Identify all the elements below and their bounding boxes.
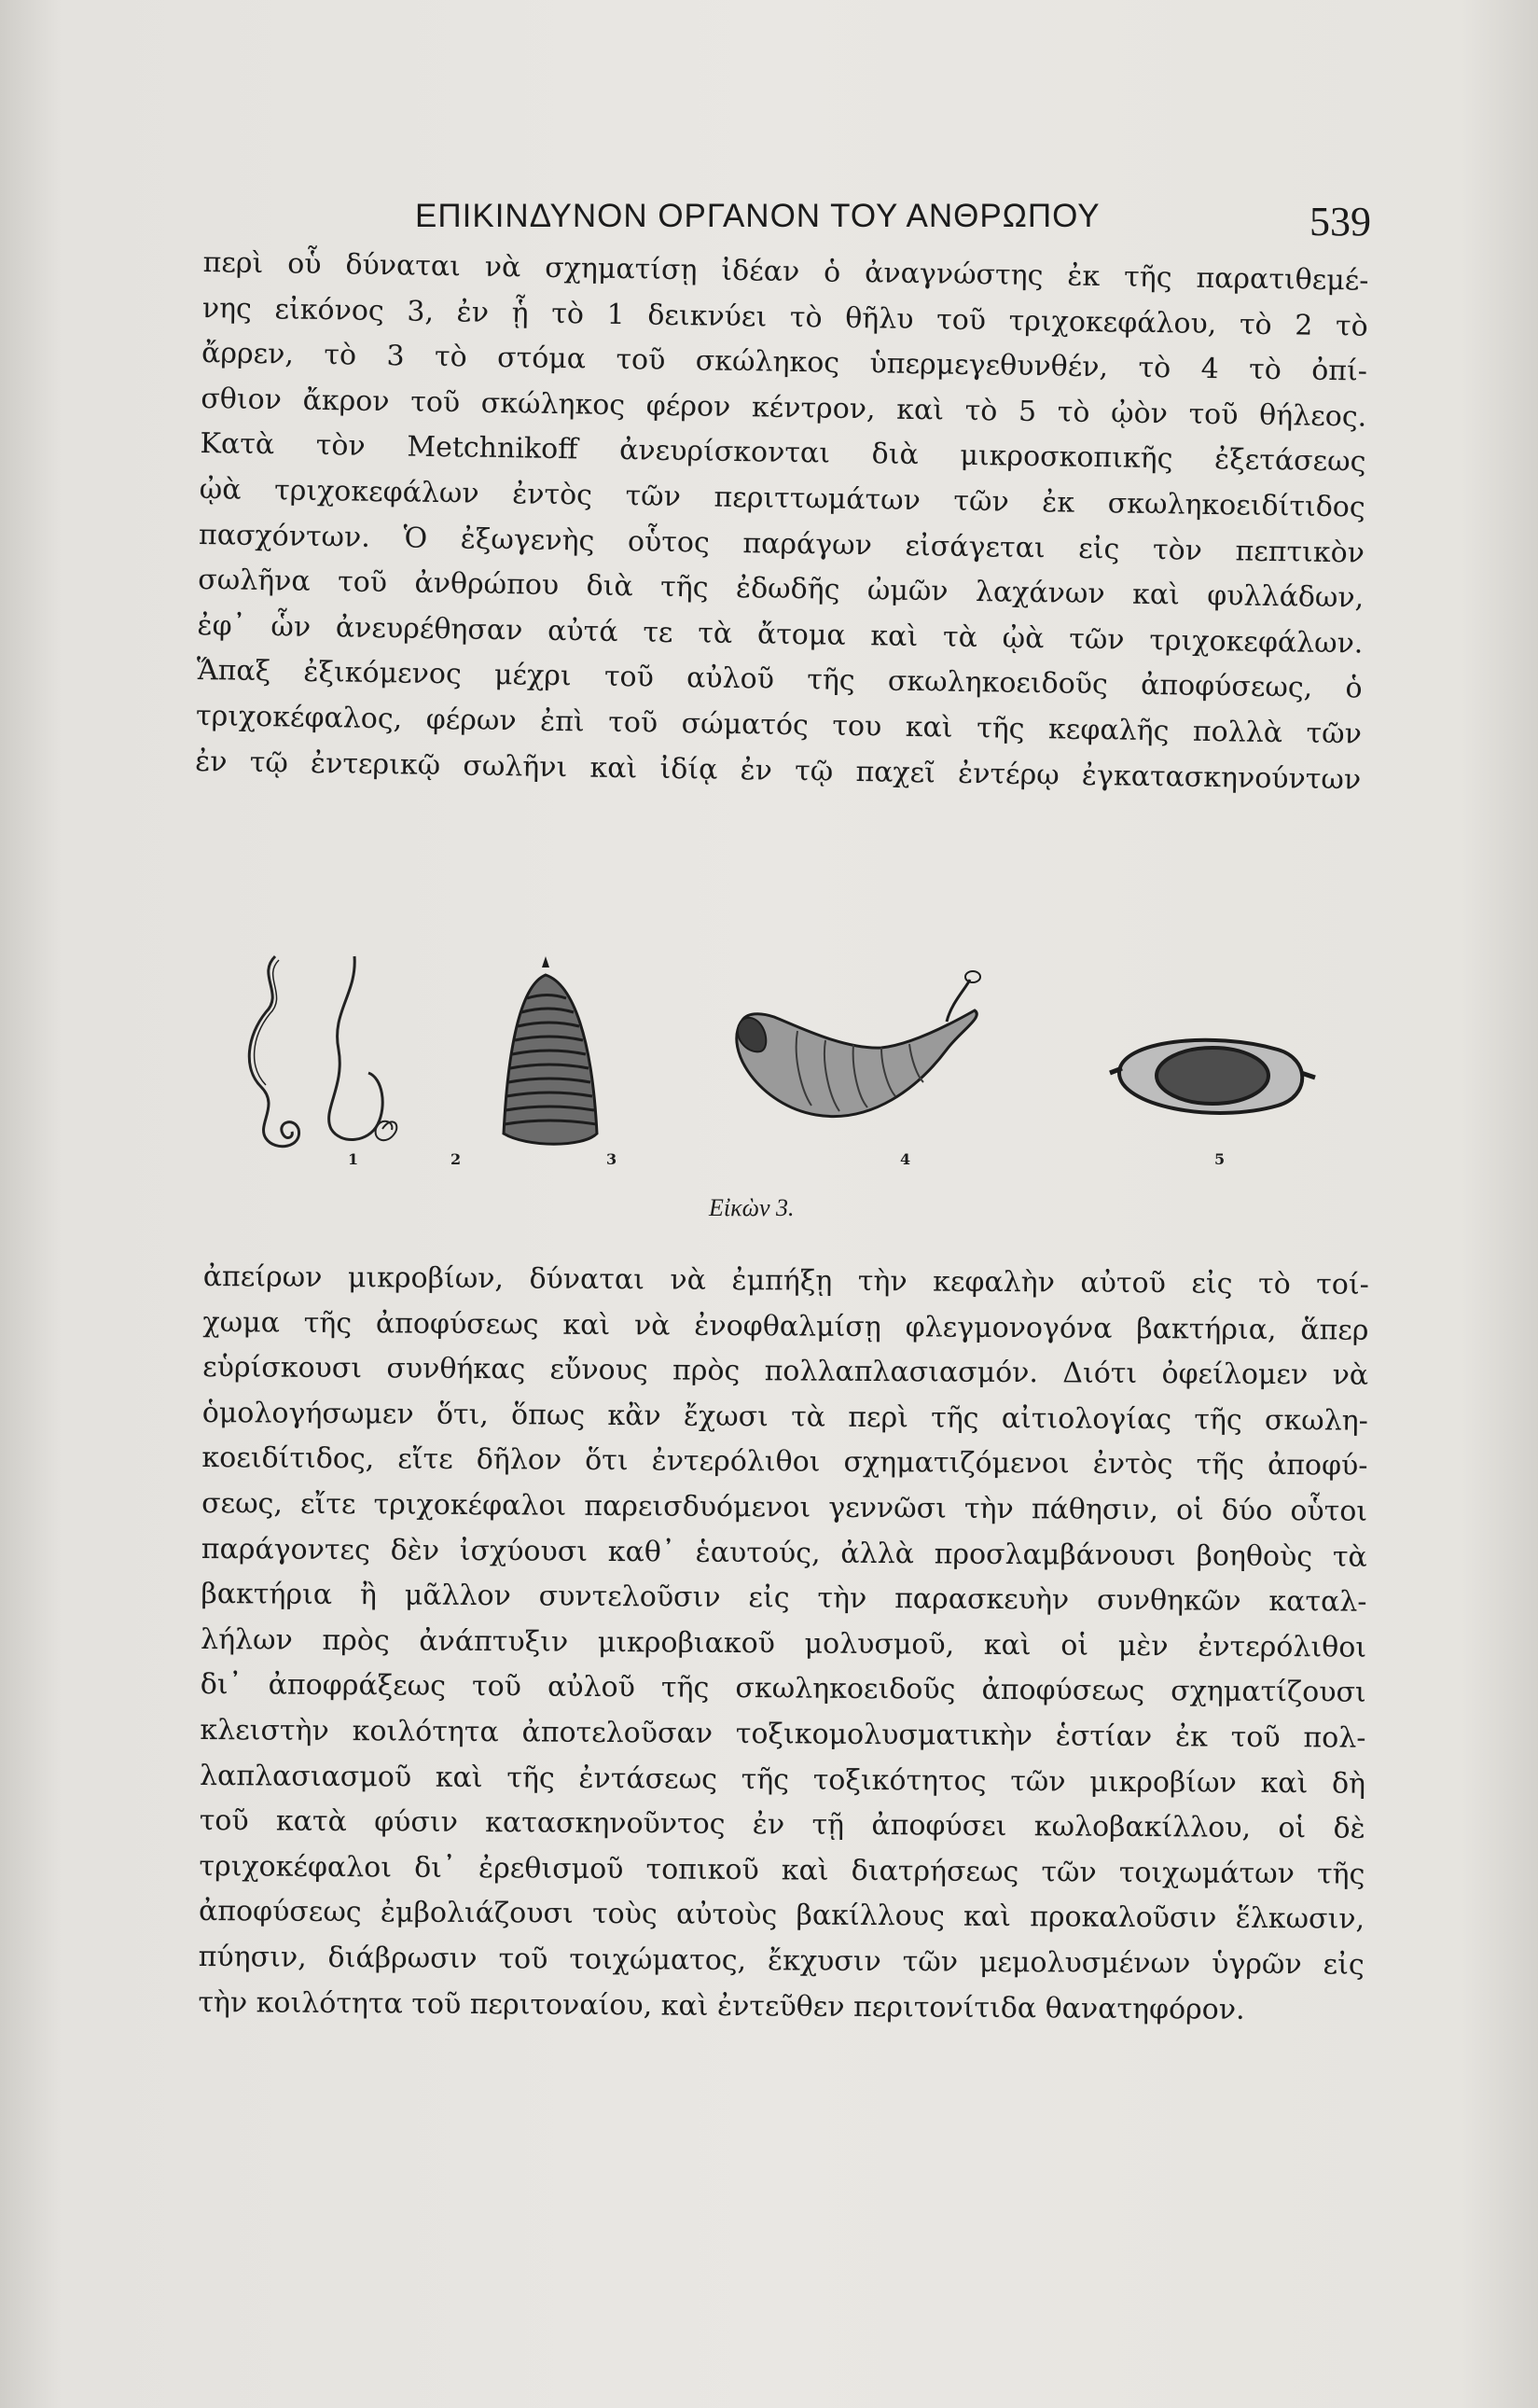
text-line: περὶ οὗ δύναται νὰ σχηματίσῃ ἰδέαν ὁ ἀναγνώστης ἐκ τῆς παρατιθεμέ- (202, 245, 1369, 298)
text-line: λαπλασιασμοῦ καὶ τῆς ἐντάσεως τῆς τοξικότητος τῶν μικροβίων καὶ δὴ (199, 1759, 1366, 1801)
text-line: βακτήρια ἢ μᾶλλον συντελοῦσιν εἰς τὴν παρασκευὴν συνθηκῶν καταλ- (201, 1578, 1367, 1619)
figure-caption: Εἰκὼν 3. (709, 1194, 795, 1221)
text-line: νης εἰκόνος 3, ἐν ᾗ τὸ 1 δεικνύει τὸ θῆλυ τοῦ τριχοκεφάλου, τὸ 2 τὸ (201, 291, 1368, 343)
female-worm-drawing (249, 956, 298, 1147)
figure-number-5: 5 (1214, 1150, 1226, 1168)
text-line: κοειδίτιδος, εἴτε δῆλον ὅτι ἐντερόλιθοι σχηματιζόμενοι ἐντὸς τῆς ἀποφύ- (201, 1441, 1368, 1483)
figure-number-1: 1 (348, 1150, 359, 1168)
text-line: τοῦ κατὰ φύσιν κατασκηνοῦντος ἐν τῇ ἀποφύσει κωλοβακίλλου, οἱ δὲ (199, 1804, 1365, 1845)
text-line: ᾠὰ τριχοκεφάλων ἐντὸς τῶν περιττωμάτων τῶν ἐκ σκωληκοειδίτιδος (199, 472, 1365, 524)
figure-number-2: 2 (450, 1150, 462, 1168)
worm-tail-drawing (737, 971, 980, 1117)
running-title: ΕΠΙΚΙΝΔΥΝΟΝ ΟΡΓΑΝΟΝ ΤΟΥ ΑΝΘΡΩΠΟΥ (415, 198, 1101, 234)
text-line: ἄρρεν, τὸ 3 τὸ στόμα τοῦ σκώληκος ὑπερμεγεθυνθέν, τὸ 4 τὸ ὀπί- (201, 337, 1368, 388)
text-line: σωλῆνα τοῦ ἀνθρώπου διὰ τῆς ἐδωδῆς ὠμῶν λαχάνων καὶ φυλλάδων, (198, 564, 1365, 615)
text-line: Ἅπαξ ἐξικόμενος μέχρι τοῦ αὐλοῦ τῆς σκωληκοειδοῦς ἀποφύσεως, ὁ (196, 654, 1363, 705)
text-line: σεως, εἴτε τριχοκέφαλοι παρεισδυόμενοι γεννῶσι τὴν πάθησιν, οἱ δύο οὗτοι (201, 1486, 1368, 1528)
text-line: ἀπείρων μικροβίων, δύναται νὰ ἐμπήξῃ τὴν κεφαλὴν αὐτοῦ εἰς τὸ τοί- (202, 1260, 1369, 1301)
figure-trichocephalus (238, 947, 1357, 1227)
page-number: 539 (1309, 199, 1371, 244)
figure-number-3: 3 (606, 1150, 617, 1168)
male-worm-drawing (329, 956, 397, 1140)
worm-egg-drawing (1110, 1040, 1315, 1113)
text-line: τριχοκέφαλοι δι᾽ ἐρεθισμοῦ τοπικοῦ καὶ διατρήσεως τῶν τοιχωμάτων τῆς (199, 1849, 1365, 1891)
text-line: ἐφ᾽ ὧν ἀνευρέθησαν αὐτά τε τὰ ἄτομα καὶ τὰ ᾠὰ τῶν τριχοκεφάλων. (197, 608, 1364, 661)
text-line: σθιον ἄκρον τοῦ σκώληκος φέρον κέντρον, καὶ τὸ 5 τὸ ᾠὸν τοῦ θήλεος. (201, 382, 1367, 434)
text-line: δι᾽ ἀποφράξεως τοῦ αὐλοῦ τῆς σκωληκοειδοῦς ἀποφύσεως σχηματίζουσι (200, 1668, 1366, 1710)
text-line: πύησιν, διάβρωσιν τοῦ τοιχώματος, ἔκχυσιν τῶν μεμολυσμένων ὑγρῶν εἰς (198, 1940, 1365, 1982)
text-line: εὑρίσκουσι συνθήκας εὔνους πρὸς πολλαπλασιασμόν. Διότι ὀφείλομεν νὰ (202, 1351, 1369, 1392)
paragraph-top (195, 241, 1369, 803)
paragraph-bottom (198, 1255, 1369, 2034)
text-line: ἐν τῷ ἐντερικῷ σωλῆνι καὶ ἰδίᾳ ἐν τῷ παχεῖ ἐντέρῳ ἐγκατασκηνούντων (194, 745, 1362, 797)
text-line: λήλων πρὸς ἀνάπτυξιν μικροβιακοῦ μολυσμοῦ, καὶ οἱ μὲν ἐντερόλιθοι (200, 1622, 1367, 1664)
text-line: τὴν κοιλότητα τοῦ περιτοναίου, καὶ ἐντεῦθεν περιτονίτιδα θανατηφόρον. (198, 1985, 1245, 2026)
figure-drawings (238, 947, 1357, 1190)
text-line: ἀποφύσεως ἐμβολιάζουσι τοὺς αὐτοὺς βακίλλους καὶ προκαλοῦσιν ἕλκωσιν, (198, 1895, 1365, 1937)
text-line: παράγοντες δὲν ἰσχύουσι καθ᾽ ἑαυτούς, ἀλλὰ προσλαμβάνουσι βοηθοὺς τὰ (201, 1532, 1367, 1574)
text-line: ὁμολογήσωμεν ὅτι, ὅπως κἂν ἔχωσι τὰ περὶ τῆς αἰτιολογίας τῆς σκωλη- (201, 1396, 1368, 1438)
text-line: Κατὰ τὸν Metchnikoff ἀνευρίσκονται διὰ μικροσκοπικῆς ἐξετάσεως (200, 427, 1366, 479)
text-line: χωμα τῆς ἀποφύσεως καὶ νὰ ἐνοφθαλμίσῃ φλεγμονογόνα βακτήρια, ἅπερ (202, 1305, 1369, 1347)
text-line: πασχόντων. Ὁ ἐξωγενὴς οὗτος παράγων εἰσάγεται εἰς τὸν πεπτικὸν (198, 518, 1365, 570)
text-line: κλειστὴν κοιλότητα ἀποτελοῦσαν τοξικομολυσματικὴν ἑστίαν ἐκ τοῦ πολ- (200, 1713, 1366, 1755)
text-line: τριχοκέφαλος, φέρων ἐπὶ τοῦ σώματός του καὶ τῆς κεφαλῆς πολλὰ τῶν (195, 699, 1363, 751)
worm-mouth-drawing (504, 956, 597, 1144)
figure-number-4: 4 (900, 1150, 911, 1168)
